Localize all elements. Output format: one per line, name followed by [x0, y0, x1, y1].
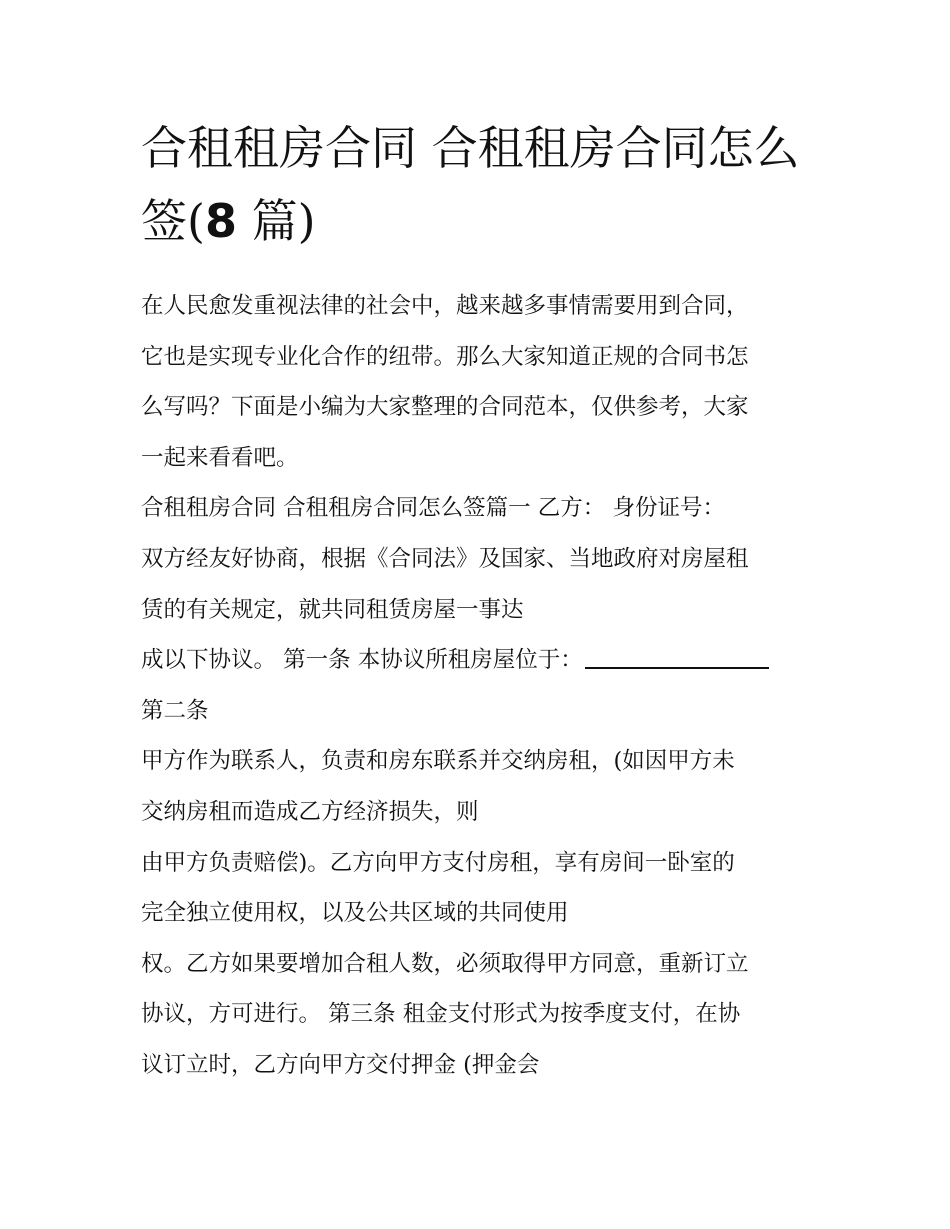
body-line: 么写吗？下面是小编为大家整理的合同范本，仅供参考，大家: [141, 394, 749, 421]
document-title: [141, 112, 831, 258]
document-body: [141, 281, 831, 1091]
body-line: 协议，方可进行。 第三条 租金支付形式为按季度支付，在协: [141, 1001, 741, 1028]
fill-in-blank: [585, 667, 769, 669]
body-line: 赁的有关规定，就共同租赁房屋一事达: [141, 596, 524, 623]
title-text-1: 合租租房合同 合租租房合同怎么签(: [141, 121, 800, 248]
body-line: 在人民愈发重视法律的社会中，越来越多事情需要用到合同，: [141, 293, 749, 319]
title-count: 8: [204, 194, 237, 248]
body-line: 由甲方负责赔偿)。乙方向甲方支付房租，享有房间一卧室的: [141, 849, 735, 876]
body-line: 合租租房合同 合租租房合同怎么签篇一 乙方： 身份证号：: [141, 495, 725, 522]
body-line: 完全独立使用权，以及公共区域的共同使用: [141, 900, 569, 927]
body-line: 它也是实现专业化合作的纽带。那么大家知道正规的合同书怎: [141, 343, 749, 370]
body-line: 第二条: [141, 697, 209, 724]
body-line: 一起来看看吧。: [141, 444, 299, 471]
body-line: 交纳房租而造成乙方经济损失，则: [141, 798, 479, 825]
body-line-text: 成以下协议。 第一条 本协议所租房屋位于：: [141, 647, 583, 674]
body-line: 权。乙方如果要增加合租人数，必须取得甲方同意，重新订立: [141, 950, 749, 977]
body-line: 双方经友好协商，根据《合同法》及国家、当地政府对房屋租: [141, 545, 749, 572]
body-line: 甲方作为联系人，负责和房东联系并交纳房租，(如因甲方未: [141, 748, 735, 775]
body-line: 议订立时，乙方向甲方交付押金 (押金会: [141, 1051, 540, 1078]
title-text-2: 篇): [236, 194, 316, 248]
body-line-with-blank: [141, 635, 831, 686]
